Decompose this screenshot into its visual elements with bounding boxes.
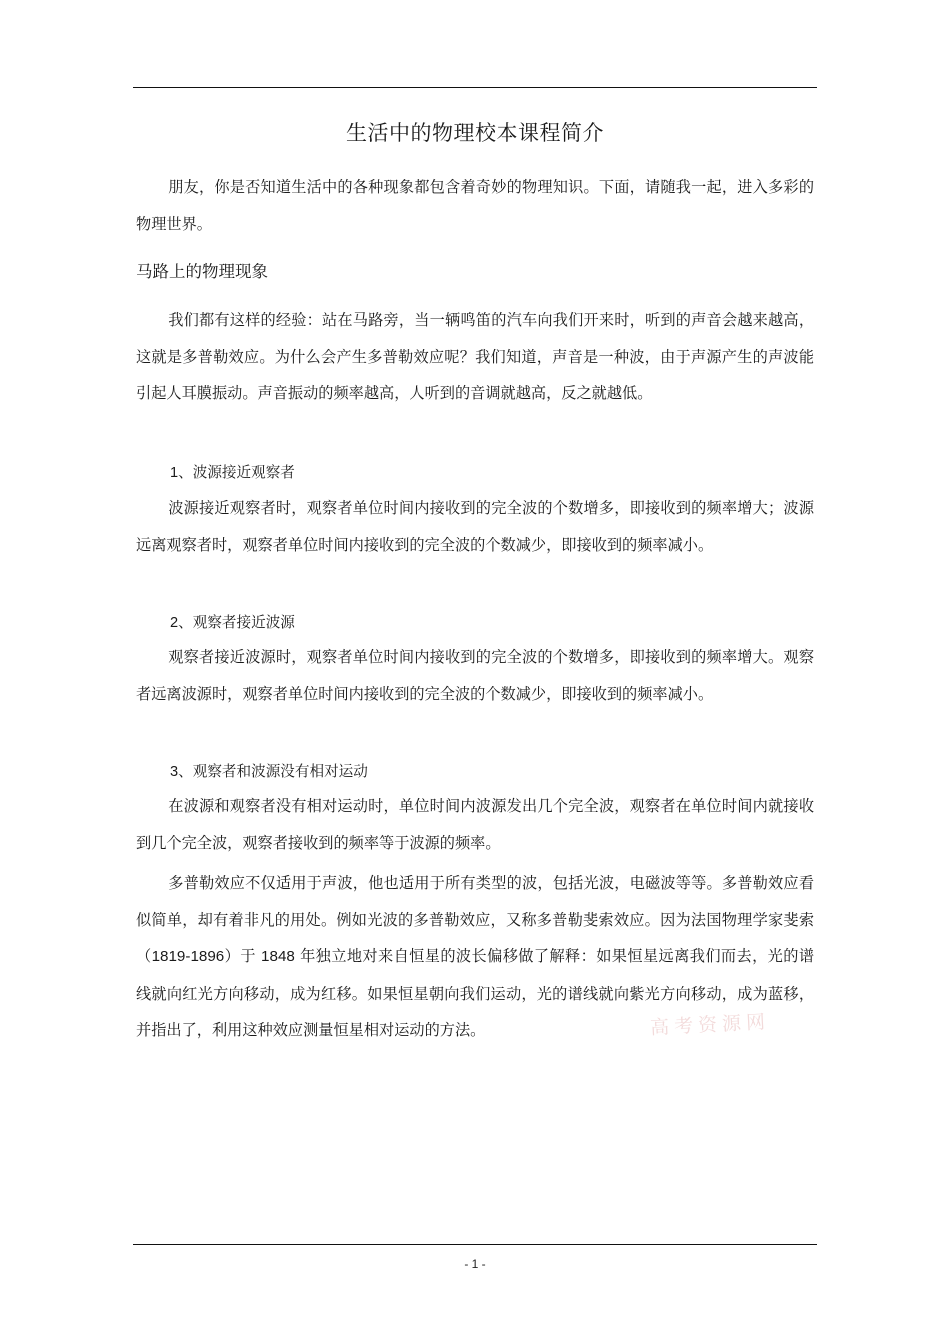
closing-years: 1819-1896: [151, 948, 225, 965]
document-title: 生活中的物理校本课程简介: [346, 121, 604, 145]
case-2-heading: [170, 611, 295, 632]
page-number: - 1 -: [464, 1257, 486, 1271]
closing-text-1: 多普勒效应不仅适用于声波，他也适用于所有类型的波，包括光波，电磁波等等。多普勒效应看似简单，却有着非凡的用处。例如光波的多普勒效应，又称多普勒斐索效应。因为法国物理学家斐索（: [136, 874, 814, 965]
closing-text-3: 年独立地对来自恒星的波长偏移做了解释：如果恒星远离我们而去，光的谱线就向红光方向移动，成为红移。如果恒星朝向我们运动，光的谱线就向紫光方向移动，成为蓝移，并指出了，利用这种效应测量恒星相对运动的方法。: [136, 947, 815, 1039]
section-intro-text: 我们都有这样的经验：站在马路旁，当一辆鸣笛的汽车向我们开来时，听到的声音会越来越高，这就是多普勒效应。为什么会产生多普勒效应呢？我们知道，声音是一种波，由于声源产生的声波能引起人耳膜振动。声音振动的频率越高，人听到的音调就越高，反之就越低。: [136, 311, 814, 402]
case-3-heading: [170, 760, 368, 781]
closing-paragraph: [136, 865, 814, 1049]
case-3-label: 、观察者和波源没有相对运动: [178, 763, 368, 780]
header-rule: [133, 87, 817, 88]
intro-text: 朋友，你是否知道生活中的各种现象都包含着奇妙的物理知识。下面，请随我一起，进入多彩的物理世界。: [136, 178, 814, 233]
case-1-text: 波源接近观察者时，观察者单位时间内接收到的完全波的个数增多，即接收到的频率增大；波源远离观察者时，观察者单位时间内接收到的完全波的个数减少，即接收到的频率减小。: [136, 499, 814, 554]
watermark-stamp: 高考资源网: [649, 1010, 771, 1040]
closing-text-2: ）于: [224, 947, 262, 965]
closing-year: 1848: [261, 948, 295, 965]
case-1-label: 、波源接近观察者: [178, 464, 295, 481]
case-3-text: 在波源和观察者没有相对运动时，单位时间内波源发出几个完全波，观察者在单位时间内就接收到几个完全波，观察者接收到的频率等于波源的频率。: [136, 797, 814, 852]
case-1-heading: [170, 461, 295, 482]
case-3-paragraph: [136, 788, 814, 861]
intro-paragraph: [136, 169, 814, 242]
case-2-label: 、观察者接近波源: [178, 614, 295, 631]
section-intro-paragraph: [136, 302, 814, 412]
case-1-number: 1: [170, 465, 179, 481]
section-heading: 马路上的物理现象: [136, 262, 268, 281]
case-2-text: 观察者接近波源时，观察者单位时间内接收到的完全波的个数增多，即接收到的频率增大。观察者远离波源时，观察者单位时间内接收到的完全波的个数减少，即接收到的频率减小。: [136, 648, 814, 703]
case-2-number: 2: [170, 615, 179, 631]
case-1-paragraph: [136, 490, 814, 563]
footer-rule: [133, 1244, 817, 1245]
case-2-paragraph: [136, 639, 814, 712]
case-3-number: 3: [170, 764, 179, 780]
